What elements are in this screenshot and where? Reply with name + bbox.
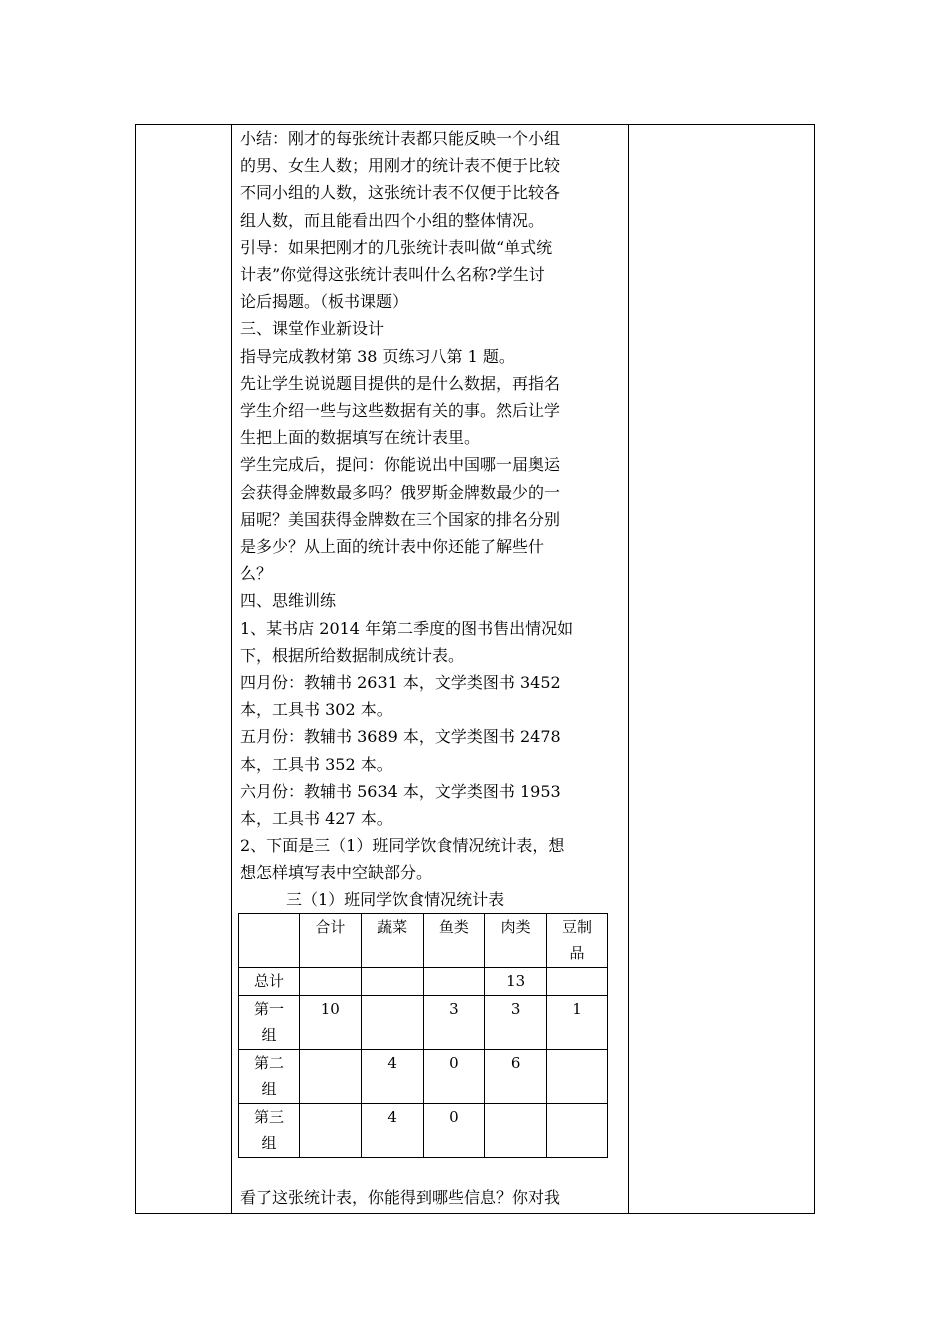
table-header-row <box>239 913 608 967</box>
row-label-cell: 总计 <box>239 967 300 995</box>
table-cell: 0 <box>423 1103 485 1157</box>
text-line: 想怎样填写表中空缺部分。 <box>240 863 433 883</box>
text-line: 引导：如果把刚才的几张统计表叫做“单式统 <box>240 237 553 257</box>
text-line: 生把上面的数据填写在统计表里。 <box>240 428 481 448</box>
text-line: 先让学生说说题目提供的是什么数据，再指名 <box>240 373 561 393</box>
table-corner-cell <box>239 913 300 967</box>
table-cell <box>485 1103 547 1157</box>
diet-statistics-table <box>238 913 608 1158</box>
column-divider-right <box>628 125 629 1213</box>
row-label-cell: 第一组 <box>239 995 300 1049</box>
table-row <box>239 1049 608 1103</box>
text-line: 组人数，而且能看出四个小组的整体情况。 <box>240 210 545 230</box>
text-line: 学生介绍一些与这些数据有关的事。然后让学 <box>240 401 561 421</box>
row-label-cell: 第二组 <box>239 1049 300 1103</box>
row-label-cell: 第三组 <box>239 1103 300 1157</box>
table-header-cell: 蔬菜 <box>361 913 423 967</box>
table-cell: 10 <box>299 995 361 1049</box>
text-line: 本，工具书 352 本。 <box>240 754 393 774</box>
table-cell <box>423 967 485 995</box>
table-cell: 3 <box>485 995 547 1049</box>
text-line: 会获得金牌数最多吗？俄罗斯金牌数最少的一 <box>240 482 561 502</box>
text-line: 下，根据所给数据制成统计表。 <box>240 645 465 665</box>
table-cell <box>361 967 423 995</box>
section-heading: 四、思维训练 <box>240 591 337 611</box>
table-cell: 4 <box>361 1103 423 1157</box>
text-line: 本，工具书 427 本。 <box>240 809 393 829</box>
text-line: 2、下面是三（1）班同学饮食情况统计表，想 <box>240 836 565 856</box>
text-line: 本，工具书 302 本。 <box>240 700 393 720</box>
table-cell: 4 <box>361 1049 423 1103</box>
text-line: 的男、女生人数；用刚才的统计表不便于比较 <box>240 156 561 176</box>
table-cell <box>299 1049 361 1103</box>
lesson-content-cell <box>232 125 628 1211</box>
table-cell: 13 <box>485 967 547 995</box>
text-line: 小结：刚才的每张统计表都只能反映一个小组 <box>240 129 561 148</box>
text-line: 四月份：教辅书 2631 本，文学类图书 3452 <box>240 673 561 693</box>
table-row <box>239 995 608 1049</box>
table-row <box>239 967 608 995</box>
text-line: 论后揭题。（板书课题） <box>240 292 409 312</box>
table-header-cell: 肉类 <box>485 913 547 967</box>
table-cell: 6 <box>485 1049 547 1103</box>
table-title: 三（1）班同学饮食情况统计表 <box>286 889 505 909</box>
section-heading: 三、课堂作业新设计 <box>240 319 385 339</box>
table-cell: 1 <box>547 995 608 1049</box>
table-row <box>239 1103 608 1157</box>
table-cell <box>547 967 608 995</box>
table-cell: 0 <box>423 1049 485 1103</box>
table-header-cell: 合计 <box>299 913 361 967</box>
text-line: 不同小组的人数，这张统计表不仅便于比较各 <box>240 183 561 203</box>
table-cell <box>361 995 423 1049</box>
text-line: 是多少？从上面的统计表中你还能了解些什 <box>240 537 545 557</box>
text-line: 么？ <box>240 564 273 584</box>
text-line: 五月份：教辅书 3689 本，文学类图书 2478 <box>240 727 561 747</box>
text-line: 看了这张统计表，你能得到哪些信息？你对我 <box>240 1187 561 1207</box>
table-header-cell: 鱼类 <box>423 913 485 967</box>
text-line: 六月份：教辅书 5634 本，文学类图书 1953 <box>240 781 561 801</box>
text-line: 计表”你觉得这张统计表叫什么名称?学生讨 <box>240 265 545 285</box>
table-cell <box>547 1103 608 1157</box>
text-line: 届呢？美国获得金牌数在三个国家的排名分别 <box>240 509 561 529</box>
table-header-cell: 豆制品 <box>547 913 608 967</box>
spacer <box>240 1158 628 1184</box>
text-line: 1、某书店 2014 年第二季度的图书售出情况如 <box>240 618 574 638</box>
table-cell: 3 <box>423 995 485 1049</box>
text-line: 学生完成后，提问：你能说出中国哪一届奥运 <box>240 455 561 475</box>
table-cell <box>299 967 361 995</box>
lesson-plan-table <box>135 124 815 1214</box>
text-line: 指导完成教材第 38 页练习八第 1 题。 <box>240 346 515 366</box>
table-cell <box>547 1049 608 1103</box>
table-cell <box>299 1103 361 1157</box>
